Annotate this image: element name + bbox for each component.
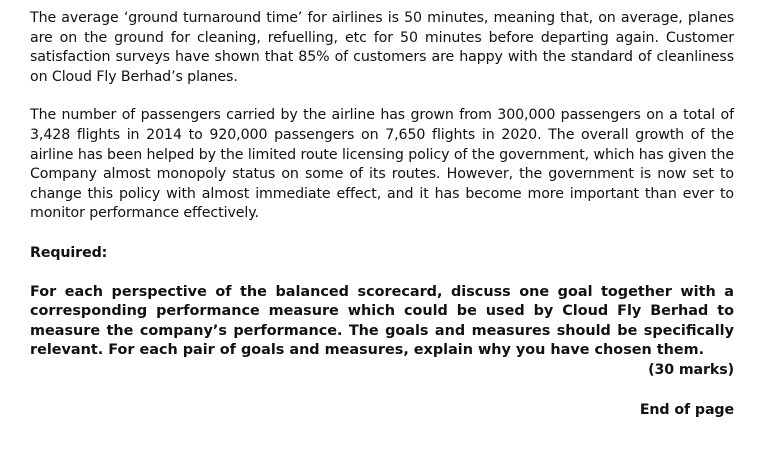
exam-page [30,9,734,420]
question-text: For each perspective of the balanced scorecard, discuss one goal together with a corresponding performance measure which could be used by Cloud Fly Berhad to measure the company’s performance. The goals and measures should be specifically relevant. For each pair of goals and measures, explain why you have chosen them. [30,283,734,359]
end-of-page-label: End of page [639,401,734,418]
paragraph-passenger-growth: The number of passengers carried by the airline has grown from 300,000 passengers on a total of 3,428 flights in 2014 to 920,000 passengers on 7,650 flights in 2020. The overall growth of the airline has been helped by the limited route licensing policy of the government, which has given the Company almost monopoly status on some of its routes. However, the government is now set to change this policy with almost immediate effect, and it has become more important than ever to monitor performance effectively. [30,107,734,222]
paragraph-turnaround: The average ‘ground turnaround time’ for airlines is 50 minutes, meaning that, on average, planes are on the ground for cleaning, refuelling, etc for 50 minutes before departing again. Customer satisfaction surveys have shown that 85% of customers are happy with the standard of cleanliness on Cloud Fly Berhad’s planes. [30,10,734,85]
marks-label: (30 marks) [648,361,734,378]
required-heading: Required: [30,244,108,261]
